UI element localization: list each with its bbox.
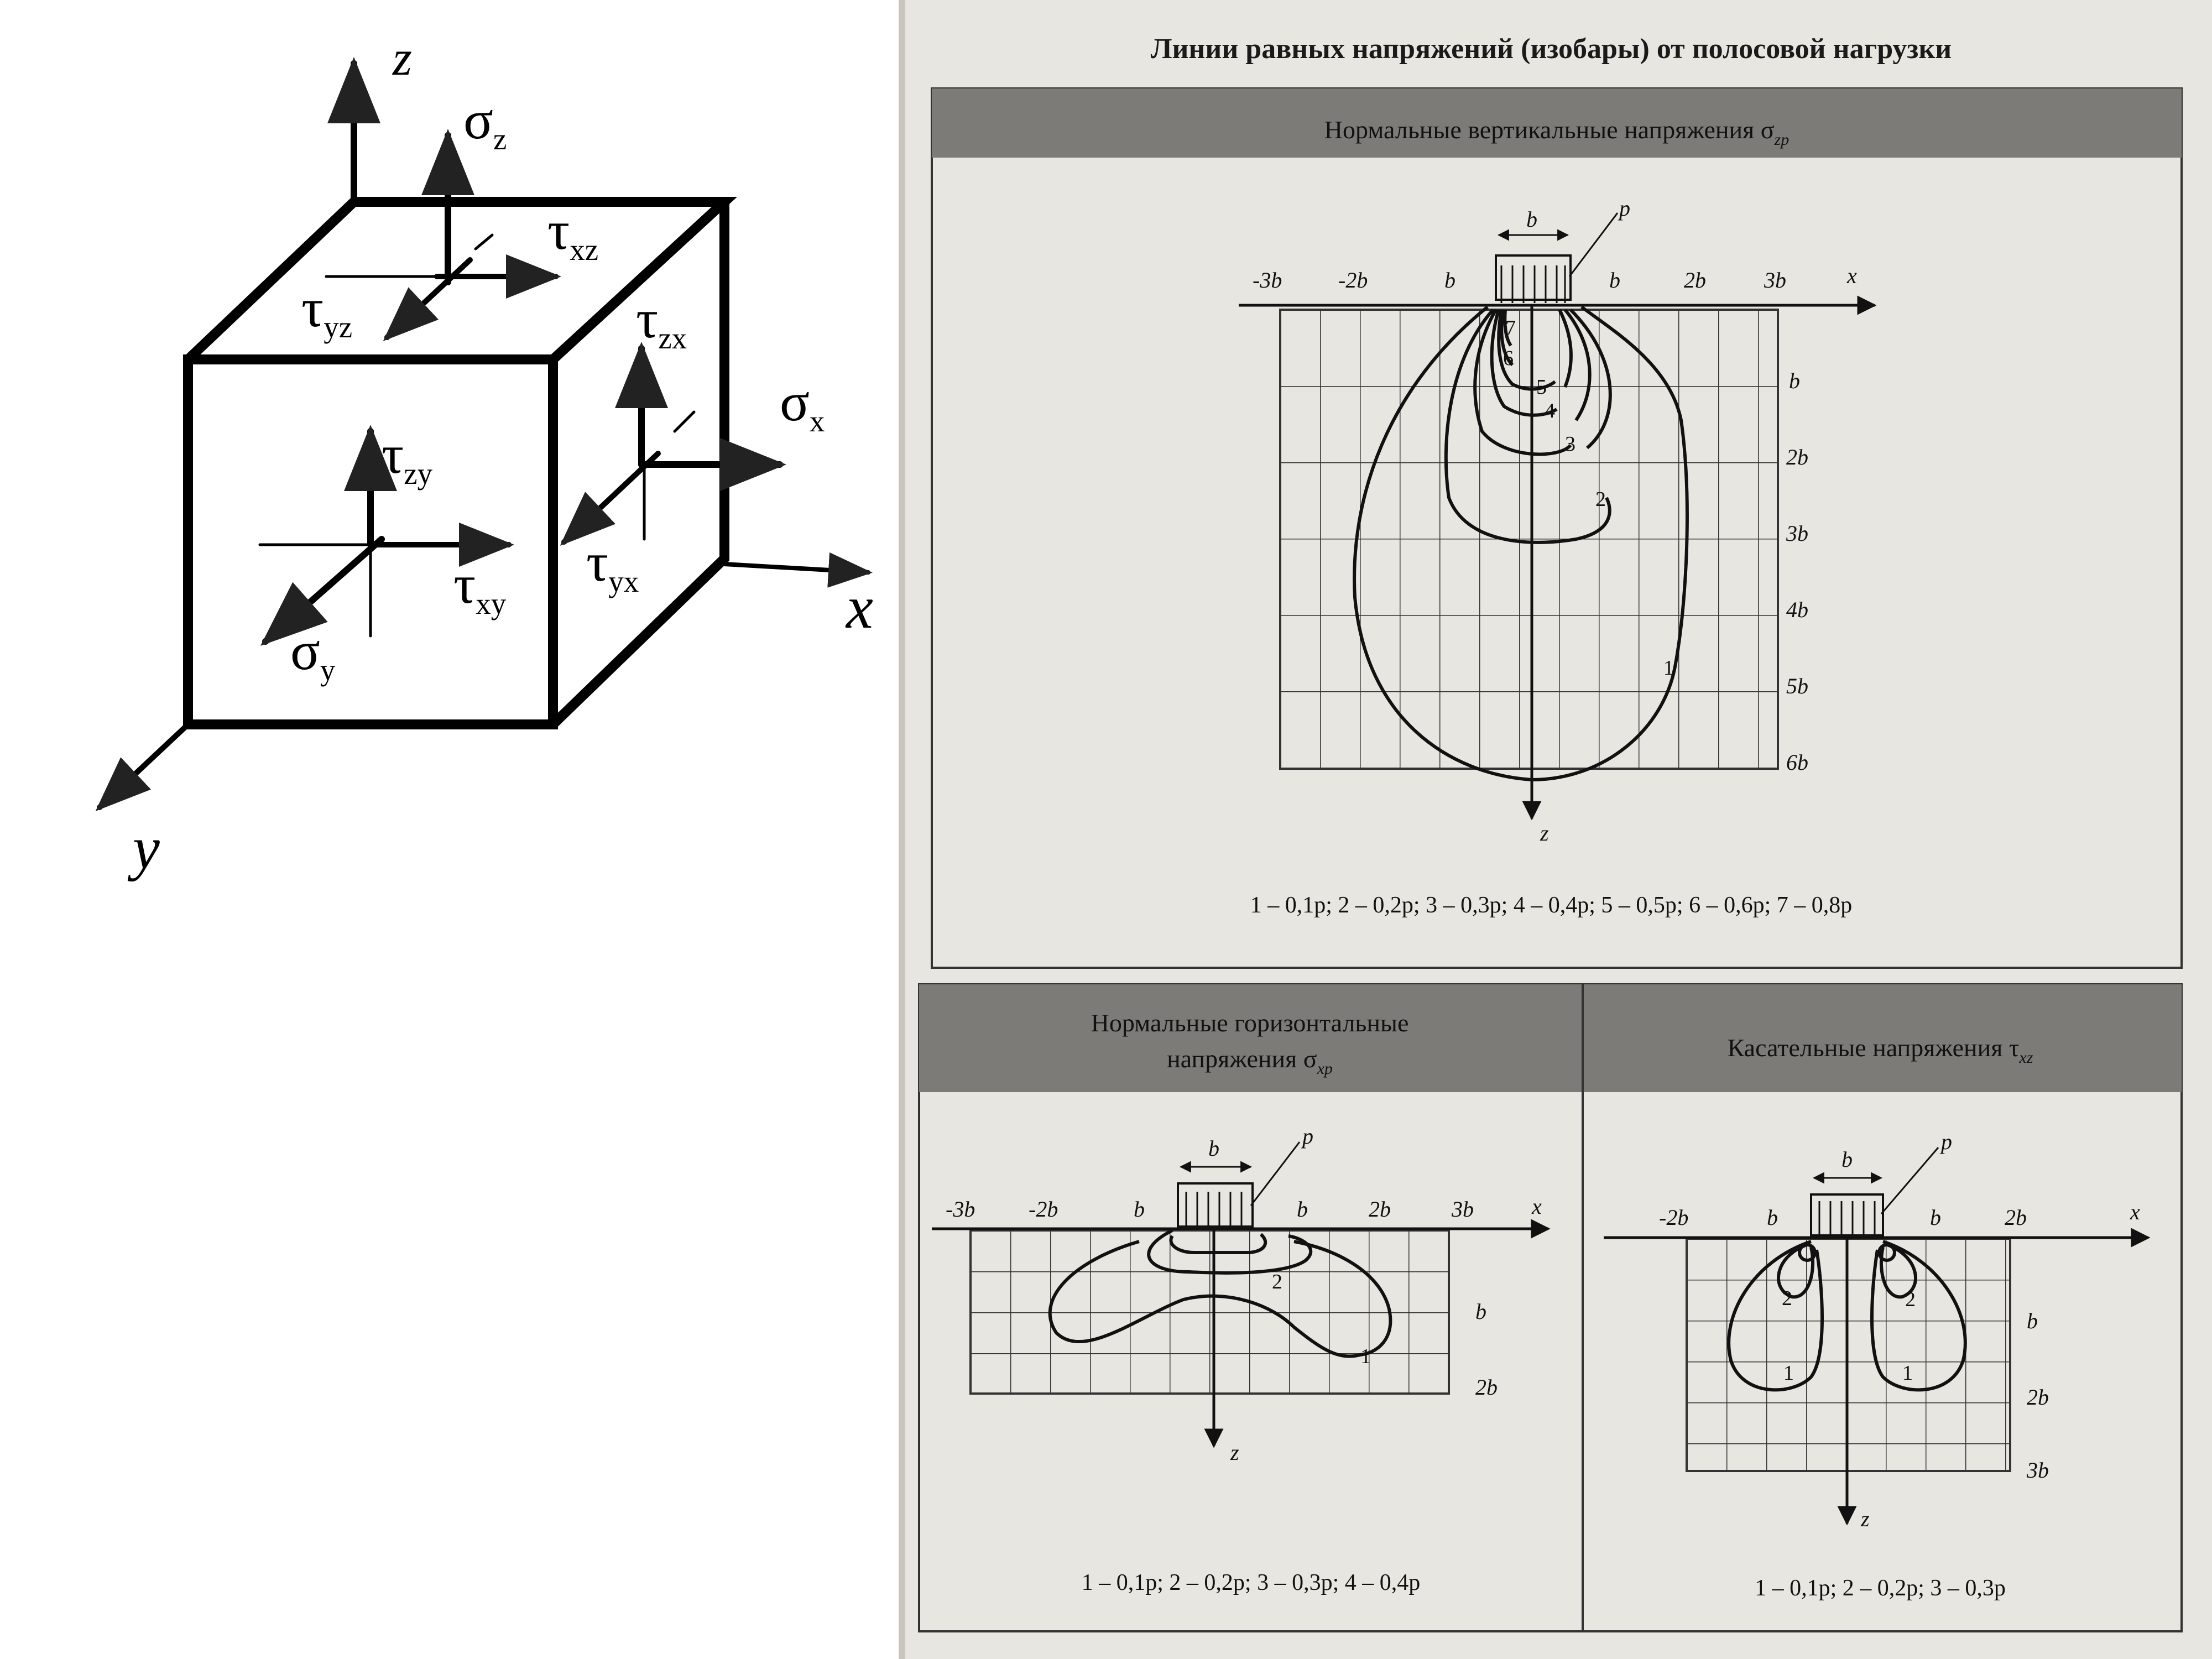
stress-cube-figure: [100, 64, 868, 807]
isobar-3-label: 3: [1565, 432, 1575, 456]
left-panel-title-line1: Нормальные горизонтальные: [1091, 1009, 1409, 1037]
right-x-axis-label: x: [2130, 1199, 2140, 1224]
top-z-tick-1: b: [1789, 368, 1800, 393]
svg-text:τzx: [636, 288, 687, 355]
right-z-tick-1: b: [2027, 1308, 2038, 1333]
top-load-width-label: b: [1526, 207, 1537, 232]
label-tau-yz: τ: [301, 277, 324, 338]
cube-x-axis: [724, 564, 868, 572]
top-legend: 1 – 0,1p; 2 – 0,2p; 3 – 0,3p; 4 – 0,4p; 5 – 0,5p; 6 – 0,6p; 7 – 0,8p: [1250, 893, 1853, 918]
right-x-tick-1: -2b: [1659, 1205, 1689, 1230]
left-x-tick-2: -2b: [1029, 1197, 1058, 1222]
isobar-6-label: 6: [1503, 347, 1514, 370]
right-isobar-2-left-label: 2: [1782, 1287, 1792, 1310]
label-sigma-y-sub: y: [320, 653, 336, 687]
label-tau-zx-sub: zx: [658, 321, 687, 355]
right-load-block: [1811, 1194, 1883, 1235]
top-x-tick-6: 3b: [1764, 268, 1786, 293]
left-x-tick-6: 3b: [1452, 1197, 1474, 1222]
right-load-label: p: [1941, 1129, 1952, 1154]
right-x-tick-3: b: [1930, 1205, 1941, 1230]
right-x-tick-2: b: [1767, 1205, 1778, 1230]
label-sigma-x-sub: x: [809, 404, 825, 438]
top-x-tick-3: b: [1444, 268, 1455, 293]
left-load-width-label: b: [1208, 1136, 1219, 1161]
right-legend: 1 – 0,1p; 2 – 0,2p; 3 – 0,3p: [1755, 1575, 2006, 1601]
top-z-axis-label: z: [1540, 821, 1549, 846]
top-panel-title: Нормальные вертикальные напряжения $\sigma_{zp}$: [1324, 116, 1790, 149]
isobar-7-label: 7: [1505, 316, 1516, 340]
left-isobar-1-label: 1: [1360, 1345, 1371, 1368]
left-z-tick-2: 2b: [1475, 1375, 1498, 1400]
label-tau-yx-sub: yx: [608, 565, 639, 598]
cube-axis-x-label: x: [846, 573, 873, 641]
svg-text:σz: [463, 89, 507, 156]
left-load-label: p: [1302, 1124, 1313, 1149]
left-z-axis-label: z: [1230, 1440, 1239, 1465]
left-x-tick-4: b: [1297, 1197, 1308, 1222]
label-tau-xz-sub: xz: [570, 233, 599, 267]
top-load-block: [1496, 255, 1571, 300]
book-page: [899, 0, 2212, 1659]
label-tau-zx: τ: [636, 288, 659, 349]
label-tau-zy: τ: [382, 424, 404, 485]
top-tau-y-arrow: [387, 260, 470, 337]
svg-text:τzy: [382, 424, 433, 491]
left-panel-header: [919, 984, 1583, 1092]
right-isobar-1-right-label: 1: [1902, 1361, 1913, 1385]
right-isobar-2-right-label: 2: [1905, 1288, 1916, 1311]
label-tau-xy-sub: xy: [476, 587, 507, 620]
svg-text:τxy: [453, 554, 507, 620]
cube-axis-y-label: y: [133, 814, 160, 881]
isobar-2-label: 2: [1595, 488, 1606, 511]
top-z-tick-5: 5b: [1786, 674, 1808, 698]
label-sigma-x: σ: [780, 371, 810, 432]
svg-text:τyz: [301, 277, 352, 344]
label-tau-yz-sub: yz: [324, 310, 353, 344]
svg-text:σy: [290, 620, 336, 687]
cube-axis-z-label: z: [393, 31, 413, 86]
top-x-tick-5: 2b: [1684, 268, 1706, 293]
top-x-tick-2: -2b: [1338, 268, 1368, 293]
label-tau-yx: τ: [586, 531, 609, 593]
top-grid: [1280, 310, 1778, 769]
svg-text:τxz: [547, 200, 598, 267]
right-z-tick-2: 2b: [2027, 1385, 2049, 1410]
label-tau-xz: τ: [547, 200, 570, 261]
top-z-tick-2: 2b: [1786, 445, 1808, 469]
page-title: Линии равных напряжений (изобары) от полосовой нагрузки: [1150, 33, 1952, 65]
left-x-tick-3: b: [1134, 1197, 1145, 1222]
top-load-label: p: [1619, 196, 1630, 221]
label-sigma-z: σ: [463, 89, 493, 150]
top-z-tick-4: 4b: [1786, 597, 1808, 622]
top-z-tick-3: 3b: [1786, 521, 1808, 546]
stress-cube-labels: [127, 31, 873, 881]
right-z-axis-label: z: [1861, 1506, 1870, 1531]
left-x-tick-1: -3b: [946, 1197, 975, 1222]
front-sigma-arrow: [265, 539, 382, 641]
left-isobar-2-label: 2: [1272, 1270, 1282, 1293]
svg-text:τyx: [586, 531, 639, 598]
label-tau-zy-sub: zy: [404, 457, 433, 491]
left-grid: [971, 1230, 1449, 1394]
left-z-tick-1: b: [1475, 1299, 1486, 1324]
right-isobar-1-left-label: 1: [1783, 1361, 1794, 1385]
left-x-axis-label: x: [1532, 1194, 1542, 1219]
isobar-1-label: 1: [1663, 656, 1674, 680]
top-x-tick-4: b: [1609, 268, 1620, 293]
label-sigma-y: σ: [290, 620, 320, 681]
right-z-tick-3: 3b: [2027, 1458, 2049, 1483]
left-x-tick-5: 2b: [1369, 1197, 1391, 1222]
svg-text:σx: [780, 371, 825, 438]
top-x-axis-label: x: [1847, 263, 1857, 288]
isobar-5-label: 5: [1536, 375, 1547, 399]
label-sigma-z-sub: z: [493, 122, 507, 156]
left-panel-title-line2: напряжения $\sigma_{xp}$: [1167, 1045, 1333, 1078]
isobar-4-label: 4: [1545, 399, 1555, 422]
top-z-tick-6: 6b: [1786, 750, 1808, 775]
left-legend: 1 – 0,1p; 2 – 0,2p; 3 – 0,3p; 4 – 0,4p: [1081, 1570, 1421, 1595]
page-background: [899, 0, 2212, 1659]
label-tau-xy: τ: [453, 554, 476, 615]
right-panel-title: Касательные напряжения $\tau_{xz}$: [1727, 1034, 2033, 1067]
cube-y-axis: [100, 724, 188, 807]
right-load-width-label: b: [1841, 1147, 1853, 1172]
right-x-tick-4: 2b: [2005, 1205, 2027, 1230]
top-x-tick-1: -3b: [1253, 268, 1282, 293]
